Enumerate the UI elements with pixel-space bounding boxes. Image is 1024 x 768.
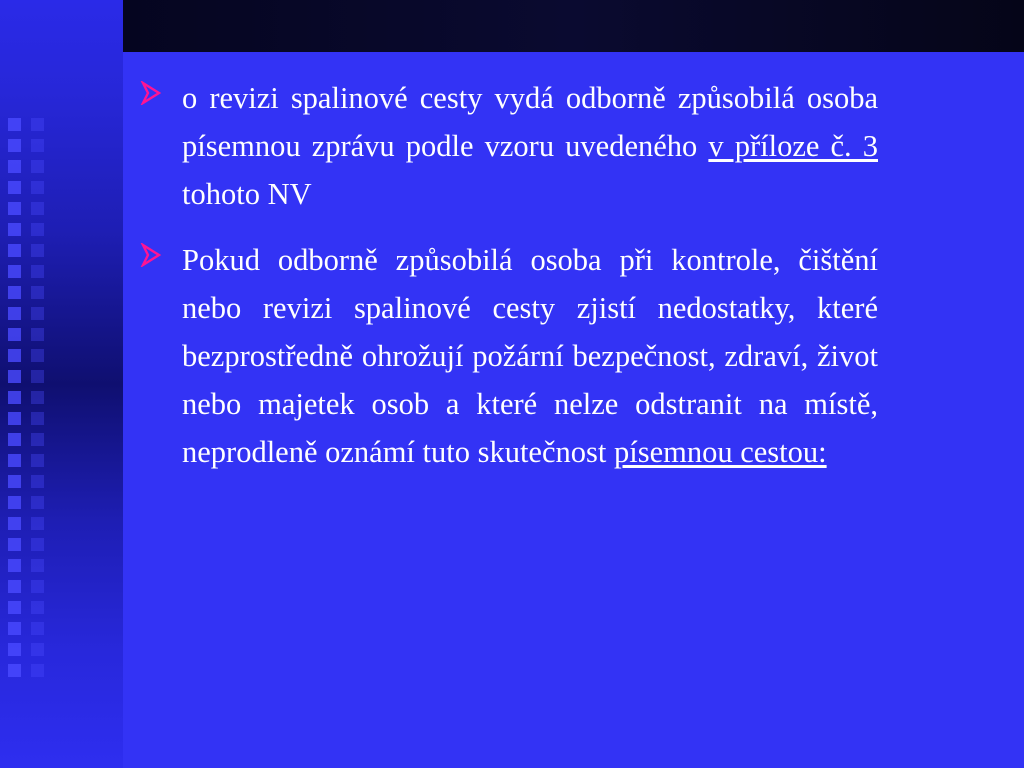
written-form-link[interactable]: písemnou cestou: [613, 435, 827, 469]
decorative-square-column [8, 118, 22, 685]
bullet-list [140, 74, 878, 494]
appendix-reference-link[interactable]: v příloze č. 3 [708, 129, 878, 163]
top-dark-bar [123, 0, 1024, 52]
bullet-item [140, 74, 878, 218]
bullet-text [182, 74, 878, 218]
arrow-bullet-icon [140, 81, 162, 105]
bullet-item [140, 236, 878, 476]
bullet-text [182, 236, 878, 476]
decorative-square-column-faint [31, 118, 45, 685]
bullet-text-after: tohoto NV [182, 177, 312, 211]
bullet-text-before: o revizi spalinové cesty vydá odborně způsobilá osoba písemnou zprávu podle vzoru uvedeného [182, 81, 878, 163]
bullet-text-before: Pokud odborně způsobilá osoba při kontrole, čištění nebo revizi spalinové cesty zjistí nedostatky, které bezprostředně ohrožují požární bezpečnost, zdraví, život nebo majetek osob a které nelze odstranit na místě, neprodleně oznámí tuto skutečnost [182, 243, 878, 469]
left-decorative-band [0, 0, 123, 768]
arrow-bullet-icon [140, 243, 162, 267]
